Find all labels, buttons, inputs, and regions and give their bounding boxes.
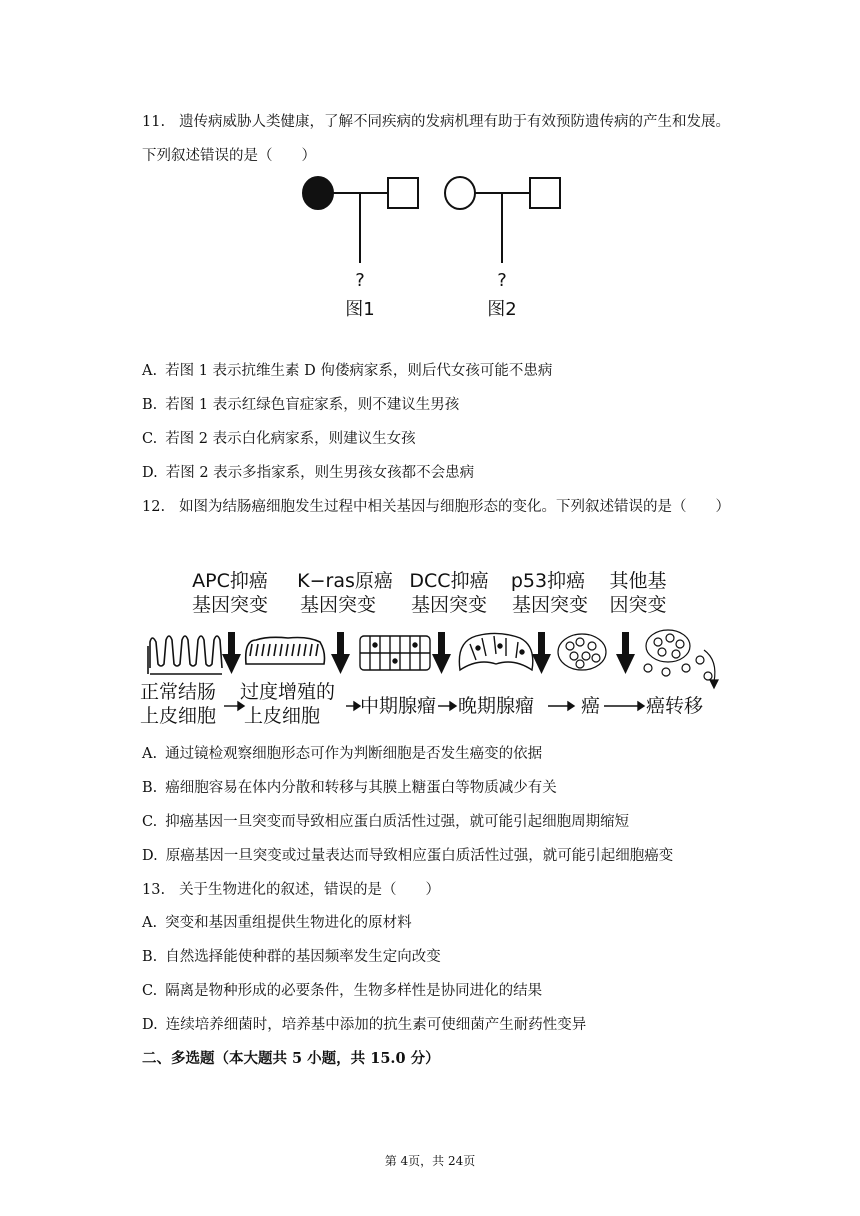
page-footer: 第 4页，共 24页 <box>384 1154 476 1168</box>
q11-option-b: B. 若图 1 表示红绿色盲症家系，则不建议生男孩 <box>142 397 460 413</box>
unaffected-male-symbol-2 <box>530 178 560 208</box>
arrow-down-icon <box>616 632 635 674</box>
mutation-other-line1: 其他基 <box>609 570 667 592</box>
stage-mid-adenoma: 中期腺瘤 <box>360 695 437 717</box>
mutation-dcc-line2: 基因突变 <box>410 594 488 616</box>
affected-female-symbol <box>303 177 333 209</box>
stage-hyper-line2: 上皮细胞 <box>244 705 321 727</box>
fig1-unknown-mark: ? <box>355 270 365 291</box>
q12-number: 12. <box>142 499 166 515</box>
q13-number: 13. <box>142 882 166 898</box>
q12-option-c: C. 抑癌基因一旦突变而导致相应蛋白质活性过强，就可能引起细胞周期缩短 <box>142 814 630 830</box>
mutation-apc-line2: 基因突变 <box>191 594 269 616</box>
mutation-dcc-line1: DCC抑癌 <box>409 570 489 592</box>
fig1-label: 图1 <box>345 299 375 320</box>
mutation-p53-line1: p53抑癌 <box>510 570 586 592</box>
hyperplastic-epithelium-icon <box>246 637 325 664</box>
q11-pedigree-figure <box>290 168 570 332</box>
q11-stem-line1: 11. 遗传病威胁人类健康，了解不同疾病的发病机理有助于有效预防遗传病的产生和发展。 <box>142 114 731 130</box>
q13-option-d: D. 连续培养细菌时，培养基中添加的抗生素可使细菌产生耐药性变异 <box>142 1017 587 1033</box>
mutation-p53-line2: 基因突变 <box>511 594 589 616</box>
q12-option-a: A. 通过镜检观察细胞形态可作为判断细胞是否发生癌变的依据 <box>142 746 543 762</box>
section2-title: 二、多选题（本大题共 5 小题，共 15.0 分） <box>142 1050 440 1067</box>
q13-stem: 13. 关于生物进化的叙述，错误的是（ ） <box>142 882 441 898</box>
stage-hyper-line1: 过度增殖的 <box>240 681 336 703</box>
q13-option-c: C. 隔离是物种形成的必要条件，生物多样性是协同进化的结果 <box>142 983 543 999</box>
q13-option-b: B. 自然选择能使种群的基因频率发生定向改变 <box>142 949 441 965</box>
arrow-down-icon <box>222 632 241 674</box>
q12-stem: 12. 如图为结肠癌细胞发生过程中相关基因与细胞形态的变化。下列叙述错误的是（ ） <box>142 499 731 515</box>
arrow-down-icon <box>331 632 350 674</box>
late-adenoma-icon <box>459 633 532 670</box>
metastasis-icon <box>644 630 718 688</box>
unaffected-female-symbol <box>445 177 475 209</box>
mid-adenoma-icon <box>360 636 430 670</box>
q11-option-c: C. 若图 2 表示白化病家系，则建议生女孩 <box>142 431 416 447</box>
fig2-label: 图2 <box>487 299 517 320</box>
stage-normal-line2: 上皮细胞 <box>140 705 217 727</box>
arrow-down-icon <box>432 632 451 674</box>
mutation-kras-line2: 基因突变 <box>299 594 377 616</box>
normal-epithelium-icon <box>148 636 222 674</box>
q11-option-a: A. 若图 1 表示抗维生素 D 佝偻病家系，则后代女孩可能不患病 <box>142 363 553 379</box>
stage-cancer: 癌 <box>581 695 601 717</box>
q12-option-b: B. 癌细胞容易在体内分散和转移与其膜上糖蛋白等物质减少有关 <box>142 780 557 796</box>
q11-stem-line2: 下列叙述错误的是（ ） <box>142 148 316 164</box>
stage-late-adenoma: 晚期腺瘤 <box>458 695 535 717</box>
mutation-kras-line1: K−ras原癌 <box>297 570 393 592</box>
q12-colon-cancer-figure <box>138 560 728 734</box>
cancer-cells-icon <box>558 634 606 670</box>
q12-option-d: D. 原癌基因一旦突变或过量表达而导致相应蛋白质活性过强，就可能引起细胞癌变 <box>142 848 674 864</box>
fig2-unknown-mark: ? <box>497 270 507 291</box>
q13-option-a: A. 突变和基因重组提供生物进化的原材料 <box>142 915 412 931</box>
mutation-other-line2: 因突变 <box>609 594 667 616</box>
stage-normal-line1: 正常结肠 <box>140 681 217 703</box>
mutation-apc-line1: APC抑癌 <box>192 570 268 592</box>
q11-option-d: D. 若图 2 表示多指家系，则生男孩女孩都不会患病 <box>142 465 475 481</box>
unaffected-male-symbol <box>388 178 418 208</box>
q11-number: 11. <box>142 114 166 130</box>
arrow-down-icon <box>532 632 551 674</box>
stage-metastasis: 癌转移 <box>646 695 704 717</box>
